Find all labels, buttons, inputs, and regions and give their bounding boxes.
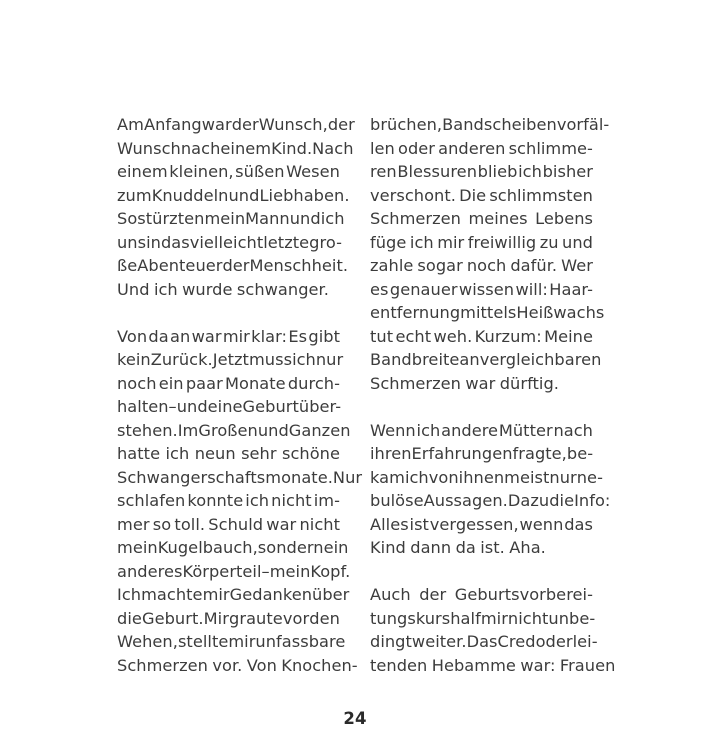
word: Bandbreite xyxy=(370,350,460,369)
word: mein xyxy=(269,561,311,581)
word: ihren xyxy=(370,444,412,463)
word: Blessuren xyxy=(397,162,477,181)
word: ich xyxy=(153,279,178,299)
word: freiwillig xyxy=(467,232,537,252)
word: Am xyxy=(117,115,144,134)
word: mir xyxy=(480,608,508,628)
word: hatte xyxy=(117,444,161,463)
word: kleinen, xyxy=(169,162,234,181)
page-number: 24 xyxy=(343,709,367,728)
text-line xyxy=(117,654,358,678)
left-column xyxy=(117,113,363,675)
text-line xyxy=(370,489,611,513)
word: ist. xyxy=(480,538,505,557)
word: half xyxy=(450,608,481,628)
word: Das xyxy=(466,632,498,651)
word: Schmerzen xyxy=(370,209,461,228)
word: gibt xyxy=(308,326,340,346)
word: konnte xyxy=(187,491,244,510)
word: tungskurs xyxy=(370,608,451,628)
paragraph xyxy=(370,113,610,395)
word: und xyxy=(257,420,289,440)
word: war xyxy=(191,326,222,346)
word: sogar xyxy=(417,256,463,275)
text-line xyxy=(117,489,340,513)
text-line xyxy=(370,231,593,255)
text-line xyxy=(370,278,593,302)
text-line xyxy=(117,113,355,137)
word: die xyxy=(549,491,575,510)
word: bulöse xyxy=(370,491,424,510)
word: blieb xyxy=(477,162,518,181)
word: andere xyxy=(441,420,499,440)
word: an xyxy=(459,350,480,369)
word: mer xyxy=(117,514,150,534)
word: Knuddeln xyxy=(151,185,229,205)
text-line xyxy=(370,325,593,349)
word: mittels xyxy=(460,303,517,322)
word: klar: xyxy=(251,326,288,346)
word: tut xyxy=(370,326,394,346)
word: Gedanken xyxy=(229,585,313,604)
word: Nach xyxy=(312,138,354,158)
text-line xyxy=(117,137,354,161)
word: wurde xyxy=(182,279,233,299)
word: mir xyxy=(202,585,230,604)
word: bisher xyxy=(542,162,593,181)
word: Auch xyxy=(370,585,411,604)
word: mein xyxy=(117,538,158,557)
word: über- xyxy=(298,397,342,416)
word: Körperteil xyxy=(182,561,262,581)
word: zu xyxy=(539,232,559,252)
word: nicht xyxy=(507,608,549,628)
word: ich xyxy=(416,420,441,440)
word: Wehen, xyxy=(117,632,178,651)
text-line xyxy=(117,325,340,349)
word: ihnen xyxy=(458,467,505,487)
word: der xyxy=(327,115,355,134)
word: vergleichbaren xyxy=(479,350,602,369)
word: zum xyxy=(117,185,152,205)
text-line xyxy=(117,630,346,654)
word: Großen xyxy=(198,420,258,440)
word: und xyxy=(228,185,260,205)
text-line xyxy=(370,419,593,443)
word: stellte xyxy=(177,632,229,651)
text-line xyxy=(117,536,349,560)
word: Kurzum: xyxy=(474,326,542,346)
word: Die xyxy=(459,185,487,205)
text-line xyxy=(117,583,350,607)
word: ne- xyxy=(576,467,603,487)
text-line xyxy=(370,301,605,325)
word: der xyxy=(545,632,573,651)
word: einem xyxy=(117,162,168,181)
text-line xyxy=(117,395,340,419)
word: das xyxy=(160,232,190,252)
word: So xyxy=(117,209,138,228)
word: Ich xyxy=(117,585,142,604)
word: ße xyxy=(117,256,138,275)
word: halten xyxy=(117,397,169,416)
word: Es xyxy=(288,326,308,346)
text-line xyxy=(117,372,340,396)
text-line xyxy=(117,254,349,278)
word: war xyxy=(201,115,232,134)
word: über xyxy=(312,585,350,604)
word: war: xyxy=(520,655,556,675)
word: ich xyxy=(292,350,316,369)
word: – xyxy=(168,397,177,416)
word: nicht xyxy=(271,491,312,510)
word: Schmerzen xyxy=(117,655,208,675)
word: vor. xyxy=(212,655,243,675)
text-line xyxy=(117,442,340,466)
word: Wunsch, xyxy=(258,115,328,134)
text-line xyxy=(117,607,340,631)
word: mir xyxy=(222,326,250,346)
word: len xyxy=(370,138,395,158)
word: Jetzt xyxy=(212,350,249,369)
word: noch xyxy=(117,373,157,393)
word: Schwangerschaftsmonate. xyxy=(117,467,333,487)
word: so xyxy=(152,514,172,534)
text-line xyxy=(370,160,593,184)
word: es xyxy=(370,279,389,299)
word: neun xyxy=(194,444,236,463)
word: Wesen xyxy=(286,162,340,181)
word: zahle xyxy=(370,256,414,275)
word: vor xyxy=(282,608,310,628)
word: ich xyxy=(409,232,434,252)
word: Kopf. xyxy=(310,561,351,581)
text-line xyxy=(370,583,593,607)
word: Von xyxy=(246,655,277,675)
word: – xyxy=(261,561,270,581)
word: Frauen xyxy=(559,655,616,675)
word: Kind. xyxy=(271,138,313,158)
text-line xyxy=(117,466,363,490)
word: Mann xyxy=(245,209,290,228)
word: genauer xyxy=(389,279,458,299)
word: war xyxy=(266,514,297,534)
word: wenn xyxy=(519,514,564,534)
word: stehen. xyxy=(117,420,178,440)
word: be- xyxy=(566,444,594,463)
word: toll. xyxy=(174,514,206,534)
text-line xyxy=(370,536,593,560)
word: ein xyxy=(158,373,184,393)
word: anderes xyxy=(117,561,183,581)
word: vielleicht xyxy=(189,232,264,252)
word: ein xyxy=(323,538,349,557)
word: brüchen, xyxy=(370,115,443,134)
word: echt xyxy=(395,326,432,346)
word: an xyxy=(170,326,191,346)
text-line xyxy=(117,348,344,372)
word: nach xyxy=(180,138,221,158)
word: letzte xyxy=(263,232,310,252)
text-line xyxy=(117,513,340,537)
text-line xyxy=(370,654,616,678)
word: stürzten xyxy=(137,209,205,228)
word: lei- xyxy=(572,632,598,651)
text-line xyxy=(370,254,593,278)
word: ich xyxy=(245,491,270,510)
text-line xyxy=(370,207,593,231)
word: Liebhaben. xyxy=(259,185,350,205)
text-line xyxy=(117,231,340,255)
word: uns xyxy=(117,232,147,252)
word: Abenteuer xyxy=(137,256,223,275)
word: ich xyxy=(404,467,429,487)
word: graute xyxy=(229,608,283,628)
text-line xyxy=(117,278,340,302)
paragraph xyxy=(370,419,611,560)
word: Ganzen xyxy=(288,420,351,440)
word: schwanger. xyxy=(236,279,329,299)
word: noch xyxy=(466,256,507,275)
word: süßen xyxy=(235,162,285,181)
word: Und xyxy=(117,279,150,299)
word: nur xyxy=(315,350,344,369)
word: Geburtsvorberei- xyxy=(454,585,593,604)
word: schlimme- xyxy=(508,138,593,158)
word: ich xyxy=(320,209,345,228)
paragraph xyxy=(117,113,355,301)
word: nur xyxy=(549,467,577,487)
word: Heißwachs xyxy=(516,303,605,322)
text-line xyxy=(117,560,351,584)
word: Knochen- xyxy=(281,655,358,675)
word: schöne xyxy=(281,444,340,463)
word: der xyxy=(231,115,259,134)
word: Monate xyxy=(225,373,286,393)
word: da xyxy=(455,538,476,557)
word: oder xyxy=(398,138,436,158)
word: mein xyxy=(204,209,246,228)
paragraph xyxy=(370,583,616,677)
word: Zurück. xyxy=(150,350,213,369)
text-line xyxy=(370,137,593,161)
word: das xyxy=(564,514,593,534)
word: unfassbare xyxy=(255,632,346,651)
word: der xyxy=(222,256,250,275)
word: muss xyxy=(248,350,293,369)
text-line xyxy=(370,607,596,631)
word: im- xyxy=(313,491,340,510)
word: eine xyxy=(207,397,243,416)
word: dürftig. xyxy=(499,373,560,393)
word: ich xyxy=(518,162,542,181)
right-column xyxy=(370,113,616,675)
text-line xyxy=(370,466,603,490)
text-line xyxy=(117,419,351,443)
word: mir xyxy=(437,232,465,252)
word: den xyxy=(309,608,340,628)
word: durch- xyxy=(287,373,340,393)
word: Anfang xyxy=(143,115,202,134)
text-line xyxy=(117,207,345,231)
word: einem xyxy=(220,138,272,158)
word: kam xyxy=(370,467,405,487)
word: Info: xyxy=(574,491,611,510)
word: Haar- xyxy=(549,279,593,299)
word: anderen xyxy=(438,138,506,158)
word: Nur xyxy=(332,467,363,487)
word: da xyxy=(148,326,169,346)
word: und xyxy=(562,232,593,252)
word: Wenn xyxy=(370,420,416,440)
word: unbe- xyxy=(548,608,596,628)
word: will: xyxy=(515,279,548,299)
word: füge xyxy=(370,232,407,252)
word: Mir xyxy=(203,608,229,628)
text-line xyxy=(370,630,598,654)
page-text-body xyxy=(117,113,616,675)
text-line xyxy=(370,184,593,208)
word: verschont. xyxy=(370,185,456,205)
word: Schuld xyxy=(208,514,264,534)
word: nach xyxy=(553,420,593,440)
word: Kugelbauch, xyxy=(157,538,258,557)
text-line xyxy=(370,113,610,137)
word: ren xyxy=(370,162,397,181)
text-line xyxy=(370,513,593,537)
word: von xyxy=(428,467,459,487)
word: dingt xyxy=(370,632,412,651)
word: in xyxy=(146,232,161,252)
word: dann xyxy=(410,538,452,557)
word: fragte, xyxy=(512,444,567,463)
word: Erfahrungen xyxy=(411,444,513,463)
word: Credo xyxy=(497,632,546,651)
word: und xyxy=(289,209,321,228)
word: ich xyxy=(165,444,190,463)
word: vergessen, xyxy=(429,514,519,534)
word: tenden xyxy=(370,655,428,675)
text-line xyxy=(370,348,602,372)
word: nicht xyxy=(299,514,340,534)
word: Hebamme xyxy=(431,655,516,675)
word: Im xyxy=(177,420,199,440)
word: Von xyxy=(117,326,148,346)
word: Aussagen. xyxy=(423,491,508,510)
word: Wunsch xyxy=(117,138,181,158)
word: Kind xyxy=(370,538,406,557)
word: ist xyxy=(409,514,429,534)
word: Menschheit. xyxy=(249,256,349,275)
word: entfernung xyxy=(370,303,461,322)
paragraph xyxy=(117,325,363,678)
word: mir xyxy=(228,632,256,651)
word: Alles xyxy=(370,514,409,534)
word: kein xyxy=(117,350,151,369)
word: dafür. xyxy=(510,256,558,275)
word: und xyxy=(176,397,208,416)
text-line xyxy=(370,442,593,466)
word: Lebens xyxy=(535,209,593,228)
text-line xyxy=(117,184,350,208)
word: war xyxy=(465,373,496,393)
word: Mütter xyxy=(498,420,553,440)
word: paar xyxy=(185,373,223,393)
word: machte xyxy=(141,585,203,604)
word: Aha. xyxy=(509,538,546,557)
word: gro- xyxy=(309,232,342,252)
word: schlimmsten xyxy=(489,185,593,205)
text-line xyxy=(117,160,340,184)
word: Schmerzen xyxy=(370,373,461,393)
word: sehr xyxy=(241,444,277,463)
word: der xyxy=(419,585,447,604)
word: weiter. xyxy=(411,632,467,651)
word: sondern xyxy=(257,538,324,557)
word: meines xyxy=(468,209,528,228)
word: Bandscheibenvorfäl- xyxy=(442,115,610,134)
word: schlafen xyxy=(117,491,186,510)
word: Dazu xyxy=(507,491,550,510)
word: meist xyxy=(504,467,550,487)
word: Wer xyxy=(561,256,593,275)
word: Geburt xyxy=(242,397,299,416)
word: wissen xyxy=(458,279,515,299)
text-line xyxy=(370,372,593,396)
word: Geburt. xyxy=(142,608,204,628)
word: Meine xyxy=(544,326,593,346)
word: weh. xyxy=(433,326,473,346)
word: die xyxy=(117,608,142,628)
